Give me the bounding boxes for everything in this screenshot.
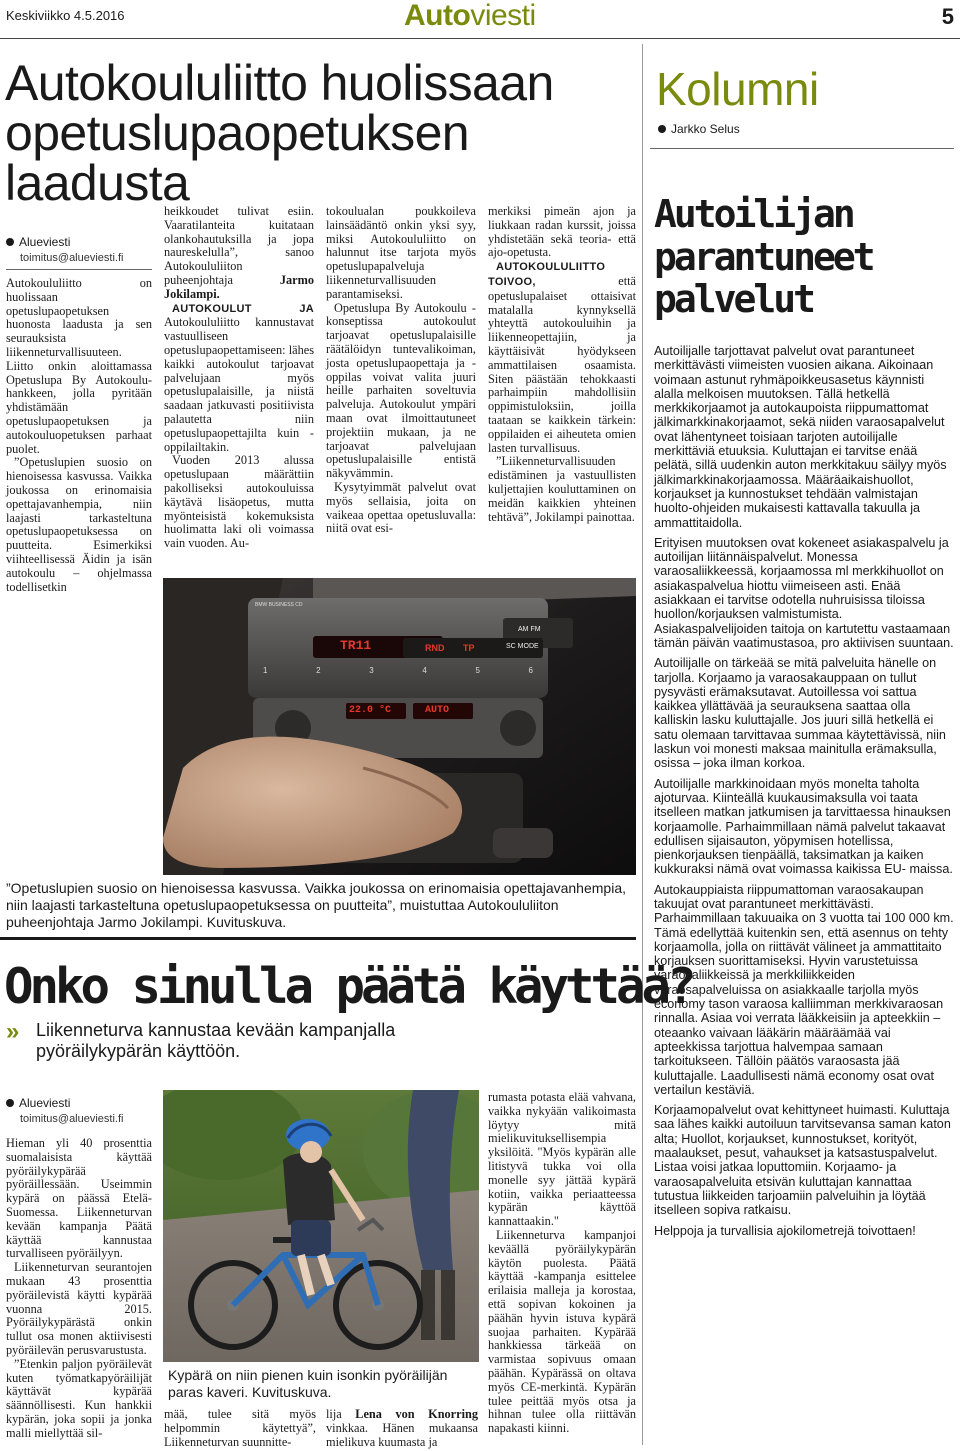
article-column-2 bbox=[164, 1408, 316, 1449]
paragraph: ”Opetuslupien suosio on hienoisessa kasvussa. Vaikka joukossa on erinomaisia opettajavanhempia, niin laajasti tarkasteltuna opetuslupaopetuksessa on puutteita. Esimerkiksi viihteellisessä Äidin ja isän autokoulu – ohjelmassa todellisetkin bbox=[6, 455, 152, 594]
paragraph: Liikenneturvan seurantojen mukaan 43 prosenttia pyöräilevistä käytti kypärää vuonna 2015. Pyöräilykypärästä onkin tullut osa monen aktiivisesti pyöräilevän perusvarustusta. bbox=[6, 1260, 152, 1357]
bicycle-child-photo bbox=[163, 1090, 479, 1362]
person-name: Lena von Knorring bbox=[355, 1407, 478, 1421]
column-body bbox=[654, 344, 955, 1244]
radio-presets bbox=[263, 666, 533, 675]
paragraph: Hieman yli 40 prosenttia suomalaisista käyttää pyöräilykypärää pyöräillessään. Useimmin kypärä on päässä Etelä-Suomessa. Liikenneturvan kevään kampanja Päätä käyttää kannustaa turvalliseen pyöräilyyn. bbox=[6, 1136, 152, 1261]
byline-rule bbox=[6, 269, 152, 270]
paragraph-text: että opetuslupalaiset ottaisivat matalalla kynnyksellä yhteyttä autokouluihin ja liikenneopettajiin, ja käyttäisivät hyödykseen ammattilaisen osaamista. Siten päästään tehokkaasti parhaimpiin mahdollisiin oppimistuloksiin, joilla taataan se kaikkein tärkein: oppilaiden ei aiheuteta omien lasten turvallisuus. bbox=[488, 273, 636, 455]
page-number: 5 bbox=[941, 4, 954, 29]
article-column-4 bbox=[488, 1091, 636, 1436]
byline-author: Alueviesti bbox=[19, 235, 71, 249]
radio-am-fm-button: AM FM bbox=[518, 626, 541, 633]
paragraph: ”Liikenneturvallisuuden edistäminen ja vastuullisten kuljettajien kouluttaminen on meidän kaikkien yhteinen tehtävä”, Jokilampi painottaa. bbox=[488, 454, 636, 524]
paragraph bbox=[488, 260, 636, 455]
article-column-1 bbox=[6, 277, 152, 594]
author-name: Jarkko Selus bbox=[671, 122, 740, 136]
section-rule bbox=[0, 937, 636, 940]
preset-button: 1 bbox=[263, 666, 268, 675]
header-rule bbox=[0, 38, 960, 39]
paragraph-text: Autokoululiitto kannustavat vastuulliseen opetuslupaopettamiseen: lähes kaikki autokoulut tarjoavat palvelujaan myös opetuslupalaisille, ja niistä saadaan jatkuvasti positiivista palautetta niin opetuslupaopettajilta kuin -oppilailtakin. bbox=[164, 315, 314, 454]
article-byline bbox=[6, 235, 152, 270]
paragraph: Helppoja ja turvallisia ajokilometrejä toivottaen! bbox=[654, 1223, 916, 1238]
paragraph: Autoilijalle on tärkeää se mitä palveluita hänelle on tarjolla. Korjaamo ja varaosakauppaan on tullut pysyvästi erämaksutavat. Autoillessa voi sattua kaikkea yllättävää ja seurauksena saattaa olla kalliskin lasku kuluttajalle. Jos juuri sillä hetkellä ei satu olemaan tarvittavaa summaa käytettävissä, niin laskun voi monesti maksaa mainitulla erämaksulla, osissa – joka ilman korkoa. bbox=[654, 656, 946, 771]
paragraph-text: lija bbox=[326, 1407, 342, 1421]
logo-part-auto: Auto bbox=[404, 0, 471, 32]
paragraph: Autoilijalle tarjottavat palvelut ovat parantuneet merkittävästi viimeisten vuosien aikana. Aikoinaan voimaan astunut ryhmäpoikkeusasetus käynnisti alalla melkoisen muutoksen. Tällä hetkellä merkkikorjaamot ja autokaupoista riippumattomat jälkimarkkinakorjaamot, sekä niiden varaosapalvelut ovat lähentyneet toisiaan tarjoten autoilijalle merkittäviä etuuksia. Kuluttajan ei tarvitse enää pelätä, sillä uudenkin auton merkkitakuu säilyy myös jälkimarkkinakorjaamossa. Määräaikaishuollot, korjaukset ja kunnostukset tehdään valmistajan huolto-ohjeiden mukaisesti kattavalla takuulla ja ammattitaidolla. bbox=[654, 344, 947, 530]
paragraph: mää, tulee sitä myös helpommin käytettyä”, Liikenneturvan suunnitte- bbox=[164, 1407, 316, 1449]
paragraph-text: vinkkaa. Hänen mukaansa mielikuva kuumasta ja bbox=[326, 1420, 478, 1449]
article-headline: Autokoululiitto huolissaan opetuslupaopetuksen laadusta bbox=[5, 55, 554, 211]
article-byline bbox=[6, 1096, 152, 1126]
article-deck bbox=[6, 1020, 526, 1061]
quote-text: heikkoudet tulivat esiin. Vaaratilanteita kuitataan olankohautuksilla ja jopa naureskelulla”, sanoo Autokoululiiton puheenjohtaja bbox=[164, 204, 314, 287]
photo-caption: Kypärä on niin pienen kuin isonkin pyöräilijän paras kaveri. Kuvituskuva. bbox=[168, 1367, 448, 1400]
article-column-1 bbox=[6, 1137, 152, 1441]
issue-date: Keskiviikko 4.5.2016 bbox=[6, 8, 125, 23]
paragraph: Korjaamopalvelut ovat kehittyneet huimasti. Kuluttaja saa lähes kaikki autoiluun tarvitsevansa saman katon alta; Huollot, korjaukset, kunnostukset, korityöt, maalaukset, pesut, vahaukset ja katsastuspalvelut. Listaa voisi jatkaa loputtomiin. Korjaamo- ja varaosapalveluita etsivän kuluttajan kannattaa tutustua liikkeiden tarjoamiin palveluihin ja löytää itselleen sopiva ratkaisu. bbox=[654, 1103, 951, 1218]
dashboard-illustration bbox=[163, 578, 636, 875]
paragraph: rumasta potasta elää vahvana, vaikka nykyään valikoimasta löytyy mitä mielikuvituksellisempia yksilöitä. "Myös kypärän alle litistyvä tukka voi olla monelle syy jättää kypärä kotiin, vaikka periaatteessa kypärän käyttöä kannattaakin." bbox=[488, 1090, 636, 1229]
article-column-2 bbox=[164, 205, 314, 551]
climate-temperature: 22.0 °C bbox=[349, 705, 392, 716]
paragraph: merkiksi pimeän ajon ja liukkaan radan kurssit, joissa yhdistetään sekä teoria- että ajo-opetusta. bbox=[488, 204, 636, 260]
photo-caption: ”Opetuslupien suosio on hienoisessa kasvussa. Vaikka joukossa on erinomaisia opettajavanhempia, niin laajasti tarkasteltuna opetuslupaopetuksessa on puutteita”, muistuttaa Autokoululiiton puheenjohtaja Jarmo Jokilampi. Kuvituskuva. bbox=[6, 880, 626, 930]
chevron-right-icon: » bbox=[6, 1018, 20, 1045]
person-name: Jarmo Jokilampi. bbox=[164, 272, 314, 301]
radio-mode-button: SC MODE bbox=[506, 643, 539, 650]
lead-caps: AUTOKOULULIITTO TOIVOO, bbox=[488, 261, 606, 288]
byline-author: Alueviesti bbox=[19, 1096, 71, 1110]
preset-button: 5 bbox=[475, 666, 480, 675]
byline-email[interactable]: toimitus@alueviesti.fi bbox=[20, 1112, 124, 1125]
paragraph: Autoilijalle markkinoidaan myös monelta taholta ajoturvaa. Kiinteällä kuukausimaksulla voi taata itselleen matkan jatkumisen ja tarvittaessa hinauksen korjaamolle. Parhaimmillaan nämä palvelut takaavat edullisen sijaisauton, yöpymisen hotellissa, pienkorjauksen tienpäällä, taksimatkan ja kaiken kukkuraksi nämä ovat voimassa kaikissa EU- maissa. bbox=[654, 776, 953, 877]
lead-caps: AUTOKOULUT JA bbox=[172, 302, 314, 315]
paragraph: Kysytyimmät palvelut ovat myös sellaisia, joita on vaikeaa opettaa opetusluvalla: niitä ovat esi- bbox=[326, 479, 476, 536]
newspaper-logo bbox=[404, 0, 536, 33]
preset-button: 4 bbox=[422, 666, 427, 675]
paragraph bbox=[326, 1408, 478, 1449]
preset-button: 3 bbox=[369, 666, 374, 675]
radio-tp: TP bbox=[463, 643, 475, 653]
column-headline: Autoilijan parantuneet palvelut bbox=[654, 192, 873, 322]
byline-bullet bbox=[6, 238, 14, 246]
article-headline: Onko sinulla päätä käyttää? bbox=[4, 958, 693, 1015]
car-dashboard-photo bbox=[163, 578, 636, 875]
radio-rnd: RND bbox=[425, 643, 445, 653]
logo-part-viesti: viesti bbox=[470, 0, 536, 32]
article-column-4 bbox=[488, 205, 636, 524]
deck-text: Liikenneturva kannustaa kevään kampanjalla pyöräilykypärän käyttöön. bbox=[36, 1020, 396, 1061]
radio-display: TR11 bbox=[340, 638, 372, 653]
paragraph bbox=[164, 205, 314, 302]
column-rule bbox=[650, 148, 954, 149]
paragraph: Opetuslupa By Autokoulu -konseptissa autokoulut tarjoavat opetuslupalaisille räätälöidyn tuntevalikoiman, josta opetuslupaopettaja ja -oppilas voivat valita juuri heille parhaiten soveltuvia palveluja. Autokoulut ympäri maan ovat ilmoittautuneet projektiin mukaan, ja ne tarjoavat palvelujaan opetuslupalaisille entistä näkyvämmin. bbox=[326, 300, 476, 481]
author-bullet bbox=[658, 125, 666, 133]
byline-email[interactable]: toimitus@alueviesti.fi bbox=[20, 251, 124, 264]
paragraph bbox=[164, 302, 314, 455]
preset-button: 2 bbox=[316, 666, 321, 675]
paragraph: tokoulualan poukkoileva lainsäädäntö onkin yksi syy, miksi Autokoululiitto on halunnut itse tarjota myös opetuslupapalveluja liikenneturvallisuuden parantamiseksi. bbox=[326, 204, 476, 301]
column-divider bbox=[642, 44, 643, 1445]
preset-button: 6 bbox=[528, 666, 533, 675]
article-column-3 bbox=[326, 205, 476, 536]
paragraph: Erityisen muutoksen ovat kokeneet asiakaspalvelu ja autoilijan liitännäispalvelut. Monessa varaosaliikkeessä, korjaamossa ml merkkihuollot on asiakaspalvelua hiottu viimeiseen asti. Enää asiakkaan ei tarvitse odotella nuhruisissa tiloissa huollon/korjauksen valmistumista. Asiakaspalvelijoiden taitoja on kartutettu vastaamaan tämän päivän vaatimustasoa, pro aktiivisen suuntaan. bbox=[654, 535, 954, 650]
column-author bbox=[658, 122, 740, 136]
paragraph: Autokoululiitto on huolissaan opetuslupaopetuksen huonosta laadusta ja sen seurauksista liikenneturvallisuuteen. Liitto onkin aloittamassa Opetuslupa By Autokoulu-hankkeen, jolla pyritään yhdistämään opetuslupaopetuksen ja autokouluopetuksen parhaat puolet. bbox=[6, 276, 152, 456]
article-column-3 bbox=[326, 1408, 478, 1449]
paragraph: Vuoden 2013 alussa opetuslupaan määrättiin pakolliseksi autokouluissa käytävä lisäopetus, mutta myönteisistä kokemuksista huolimatta laki oli voimassa vain vuoden. Au- bbox=[164, 453, 314, 551]
bicycle-illustration bbox=[163, 1090, 479, 1362]
radio-brand: BMW BUSINESS CD bbox=[255, 602, 303, 608]
paragraph: Liikenneturva kampanjoi keväällä pyöräilykypärän käytön puolesta. Päätä käyttää -kampanja esittelee erilaisia malleja ja korostaa, että sopivan kokoinen ja päähän hyvin istuva kypärä suojaa parhaiten. Kypärää hankkiessa tärkeää on varmistaa sopivuus omaan päähän. Kypärässä on oltava myös CE-merkintä. Kypärän tulee peittää myös otsa ja hihnan tulee olla riittävän napakasti kiinni. bbox=[488, 1227, 636, 1436]
climate-auto: AUTO bbox=[425, 705, 450, 716]
column-section-title: Kolumni bbox=[656, 63, 819, 115]
paragraph: ”Etenkin paljon pyöräilevät kuten työmatkapyöräilijät käyttävät kypärää säännöllisesti. Kun hankkii kypärän, joka sopii ja jonka malli miellyttää sil- bbox=[6, 1356, 152, 1440]
paragraph: Autokauppiaista riippumattoman varaosakaupan takuujat ovat parantuneet merkittävästi. Parhaimmillaan takuuaika on 3 vuotta tai 100 000 km. Tämä edellyttää kuitenkin sen, että asennus on tehty korjaamolla, jolla on riittävät välineet ja ammattitaito korjauksen suorittamiseksi. Hyvin varustetuissa varaosaliikkeissä ja merkkiliikkeiden varaosapalveluissa on asiakkaalle tarjolla myös economy tason varaosa kalliimman merkkivaraosan rinnalla. Asiaa voi verrata lääkkeisiin ja apteekkiin – oteaanko vaivaan lääkärin määräämää vai apteekkissa tarjottua halvempaa samaan tarkoitukseen. Tällöin päätös varaosasta jää kuluttajalle. Laadullisesti nämä economy osat ovat vertailun kestäviä. bbox=[654, 882, 954, 1097]
byline-bullet bbox=[6, 1099, 14, 1107]
